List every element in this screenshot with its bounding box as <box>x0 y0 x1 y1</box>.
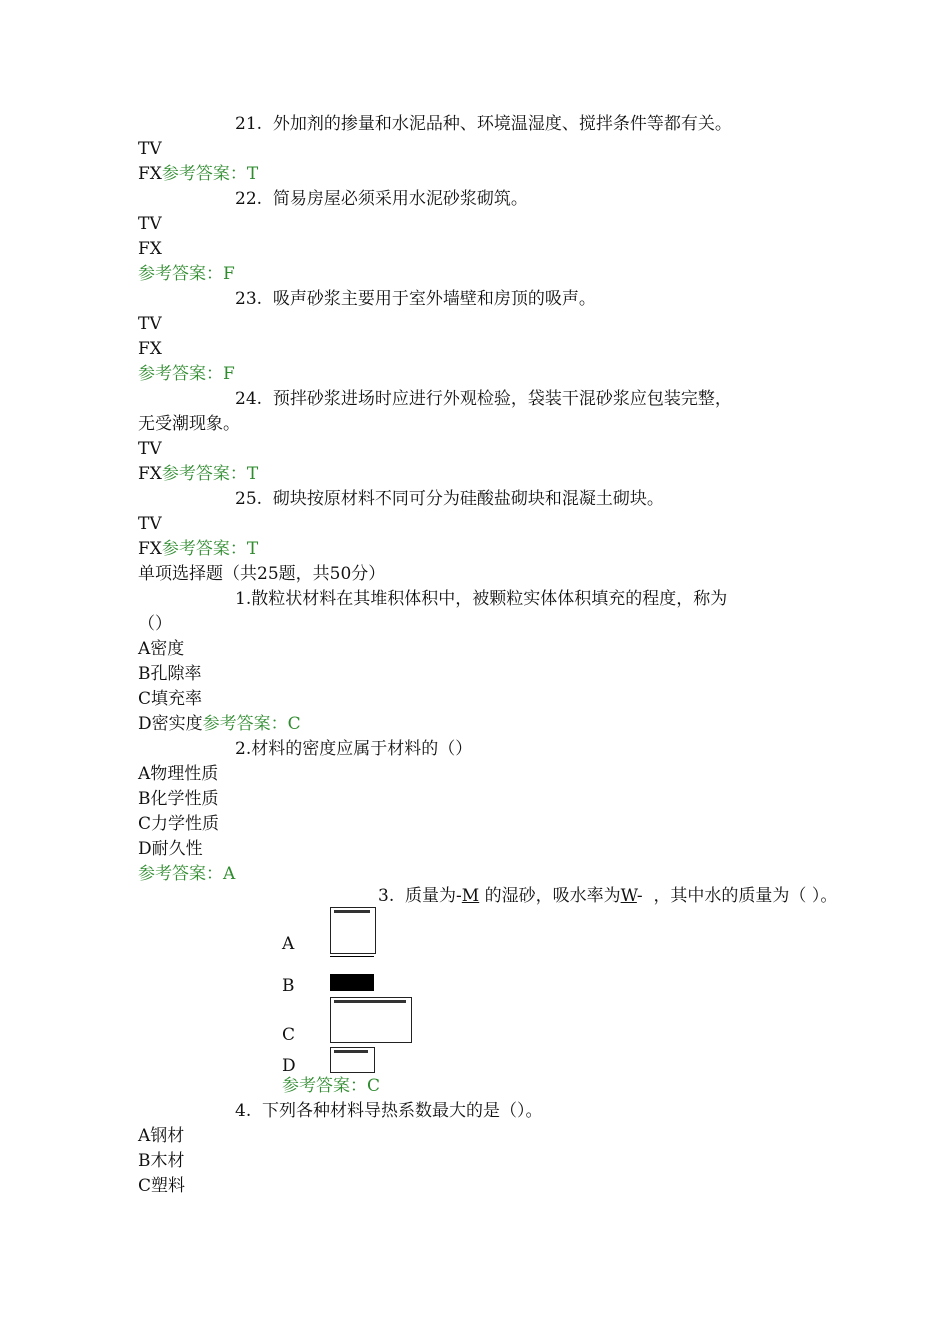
reference-answer: 参考答案：T <box>161 164 259 184</box>
reference-answer: 参考答案：F <box>138 364 235 384</box>
tf-option-false[interactable]: FX <box>138 339 162 359</box>
formula-image-option-b <box>330 974 374 991</box>
mc-question-3: 3. 质量为-M 的湿砂，吸水率为W- ，其中水的质量为（ ）。 <box>378 886 838 906</box>
reference-answer: 参考答案：T <box>161 464 259 484</box>
tf-option-true[interactable]: TV <box>138 214 162 234</box>
tf-option-false[interactable]: FX <box>138 239 162 259</box>
tf-option-true[interactable]: TV <box>138 514 162 534</box>
mc-option-b[interactable]: B木材 <box>138 1151 185 1171</box>
mc-question-4: 4. 下列各种材料导热系数最大的是（）。 <box>235 1101 543 1121</box>
divider <box>330 956 374 957</box>
tf-question-24: 24. 预拌砂浆进场时应进行外观检验，袋装干混砂浆应包装完整， <box>235 389 732 409</box>
mc-option-c[interactable]: C塑料 <box>138 1176 186 1196</box>
mc-option-c[interactable]: C填充率 <box>138 689 203 709</box>
formula-image-option-a <box>330 907 376 954</box>
mc-question-1-continued: （） <box>138 614 172 634</box>
mc-option-a[interactable]: A密度 <box>138 639 185 659</box>
tf-question-23: 23. 吸声砂浆主要用于室外墙壁和房顶的吸声。 <box>235 289 596 309</box>
mc-option-a[interactable]: A <box>282 934 295 954</box>
tf-option-false[interactable]: FX参考答案：T <box>138 464 259 484</box>
tf-question-24-continued: 无受潮现象。 <box>138 414 240 434</box>
mc-option-b[interactable]: B孔隙率 <box>138 664 202 684</box>
tf-question-25: 25. 砌块按原材料不同可分为硅酸盐砌块和混凝土砌块。 <box>235 489 664 509</box>
mc-option-c[interactable]: C <box>282 1025 296 1045</box>
mc-option-b[interactable]: B化学性质 <box>138 789 219 809</box>
mc-option-a[interactable]: A物理性质 <box>138 764 219 784</box>
reference-answer: 参考答案：T <box>161 539 259 559</box>
section-title: 单项选择题（共25题，共50分） <box>138 564 386 584</box>
mc-question-1: 1.散粒状材料在其堆积体积中，被颗粒实体体积填充的程度，称为 <box>235 589 728 609</box>
reference-answer: 参考答案：A <box>138 864 236 884</box>
tf-option-true[interactable]: TV <box>138 314 162 334</box>
reference-answer: 参考答案：C <box>202 714 301 734</box>
mc-option-d[interactable]: D <box>282 1056 296 1076</box>
mc-option-b[interactable]: B <box>282 976 295 996</box>
mc-option-d[interactable]: D耐久性 <box>138 839 203 859</box>
mc-option-c[interactable]: C力学性质 <box>138 814 220 834</box>
tf-option-true[interactable]: TV <box>138 439 162 459</box>
mc-option-d[interactable]: D密实度参考答案：C <box>138 714 301 734</box>
tf-question-21: 21. 外加剂的掺量和水泥品种、环境温湿度、搅拌条件等都有关。 <box>235 114 732 134</box>
tf-option-false[interactable]: FX参考答案：T <box>138 539 259 559</box>
mc-question-2: 2.材料的密度应属于材料的（） <box>235 739 473 759</box>
tf-option-true[interactable]: TV <box>138 139 162 159</box>
formula-image-m: -M <box>456 886 480 906</box>
formula-image-option-d <box>330 1047 375 1073</box>
formula-image-w: W- <box>620 886 643 906</box>
tf-option-false[interactable]: FX参考答案：T <box>138 164 259 184</box>
reference-answer: 参考答案：C <box>282 1076 381 1096</box>
mc-option-a[interactable]: A钢材 <box>138 1126 185 1146</box>
tf-question-22: 22. 简易房屋必须采用水泥砂浆砌筑。 <box>235 189 528 209</box>
formula-image-option-c <box>330 997 412 1043</box>
reference-answer: 参考答案：F <box>138 264 235 284</box>
